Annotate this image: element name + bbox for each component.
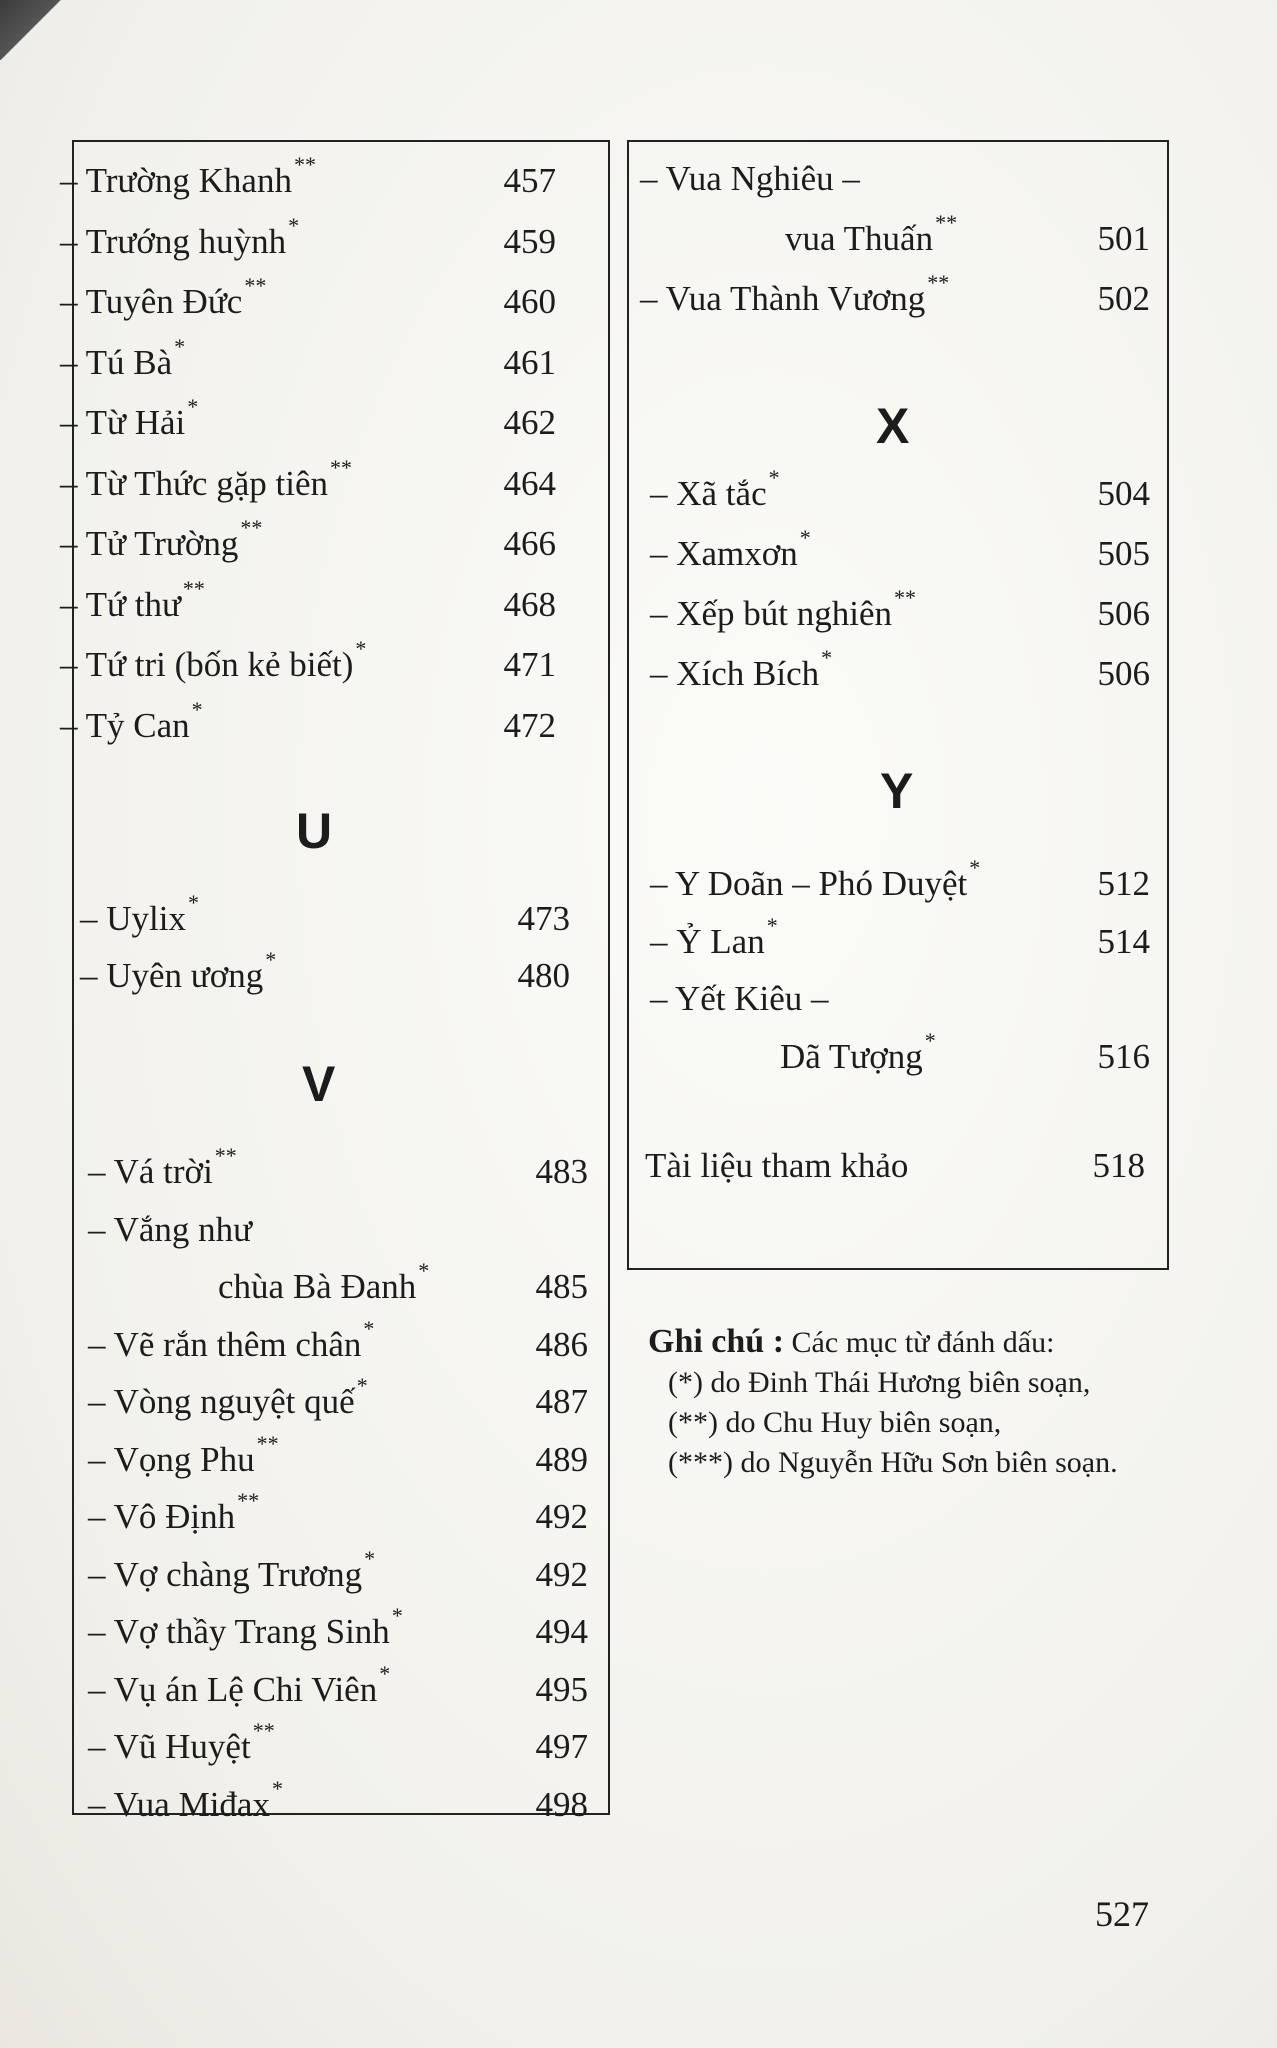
entry-page: 473 (517, 899, 570, 938)
entry-term (650, 912, 778, 967)
entry-page: 504 (1097, 474, 1150, 513)
entry-author-mark: * (379, 1660, 391, 1686)
entry-page: 492 (535, 1497, 588, 1536)
entry-page: 485 (535, 1267, 588, 1306)
entry-term (80, 890, 199, 944)
entry-term-text: – Tú Bà (60, 342, 173, 382)
entry-author-mark: ** (894, 585, 917, 610)
entry-page: 498 (535, 1784, 588, 1824)
entry-author-mark: * (187, 394, 199, 419)
footnote (648, 1322, 1208, 1483)
entry-term-text: vua Thuấn (785, 219, 934, 258)
entry-term (650, 855, 981, 909)
entry-page: 506 (1097, 654, 1150, 693)
entry-term (60, 696, 203, 751)
entry-page: 462 (503, 403, 556, 442)
entry-page: 464 (503, 463, 556, 503)
entry-author-mark: * (363, 1315, 375, 1341)
entry-author-mark: * (799, 525, 811, 550)
entry-term (640, 270, 950, 324)
entry-term-text: – Tỷ Can (60, 705, 190, 745)
entry-term (60, 394, 199, 448)
entry-term (88, 1603, 403, 1657)
page-number: 527 (1095, 1894, 1149, 1934)
entry-term (650, 525, 811, 579)
entry-page: 466 (503, 524, 556, 563)
entry-page: 505 (1097, 534, 1150, 573)
entry-term (88, 1488, 260, 1542)
entry-term-text: – Ỷ Lan (650, 921, 765, 961)
entry-author-mark: * (768, 465, 780, 490)
entry-page: 486 (535, 1324, 588, 1364)
entry-term-text: – Tử Trường (60, 524, 239, 563)
entry-author-mark: * (265, 947, 277, 972)
entry-page: 514 (1097, 921, 1150, 961)
entry-term (80, 947, 277, 1001)
entry-author-mark: * (766, 912, 778, 938)
entry-term (88, 1209, 252, 1251)
entry-term (650, 465, 780, 519)
entry-author-mark: * (191, 696, 203, 722)
entry-term-text: – Tứ tri (bốn kẻ biết) (60, 645, 354, 684)
entry-page: 502 (1097, 279, 1150, 318)
entry-author-mark: ** (256, 1430, 279, 1456)
entry-author-mark: ** (252, 1718, 275, 1743)
entry-term-text: Dã Tượng (780, 1036, 923, 1076)
section-letter-v: V (302, 1056, 336, 1112)
entry-author-mark: ** (927, 270, 950, 295)
entry-term-text: – Yết Kiêu – (650, 979, 829, 1018)
references-page: 518 (1092, 1146, 1145, 1185)
entry-term-text: – Vá trời (88, 1152, 213, 1191)
entry-term (88, 1718, 275, 1772)
entry-page: 494 (535, 1612, 588, 1651)
entry-page: 501 (1097, 219, 1150, 258)
entry-author-mark: ** (240, 515, 263, 540)
entry-term (640, 158, 860, 200)
entry-term-text: chùa Bà Đanh (218, 1267, 417, 1306)
footnote-title: Ghi chú : (648, 1323, 785, 1360)
entry-term (650, 585, 917, 639)
entry-author-mark: * (391, 1603, 403, 1628)
entry-term (780, 1027, 936, 1082)
entry-page: 516 (1097, 1036, 1150, 1076)
entry-term-text: – Vua Thành Vương (640, 279, 926, 318)
footnote-intro: Các mục từ đánh dấu: (791, 1326, 1055, 1359)
entry-term (650, 978, 829, 1020)
entry-term-text: – Vô Định (88, 1497, 236, 1536)
entry-term (88, 1143, 237, 1197)
entry-term (60, 212, 300, 267)
entry-page: 480 (517, 956, 570, 995)
entry-author-mark: * (969, 855, 981, 880)
entry-term (60, 575, 205, 630)
entry-term (88, 1430, 279, 1485)
entry-term (88, 1660, 391, 1715)
entry-term-text: – Vũ Huyệt (88, 1727, 251, 1766)
entry-term (60, 333, 186, 388)
entry-term (88, 1373, 368, 1427)
entry-term (88, 1315, 375, 1370)
entry-author-mark: ** (935, 210, 958, 235)
entry-term (218, 1258, 430, 1312)
entry-term-text: – Uylix (80, 899, 186, 938)
entry-term (785, 210, 958, 264)
entry-term-text: – Vẽ rắn thêm chân (88, 1324, 362, 1364)
entry-page: 506 (1097, 594, 1150, 633)
entry-author-mark: * (364, 1545, 376, 1571)
footnote-line: (*) do Đinh Thái Hương biên soạn, (668, 1366, 1091, 1399)
entry-term-text: – Từ Hải (60, 403, 186, 442)
footnote-line: (**) do Chu Huy biên soạn, (668, 1406, 1002, 1439)
entry-author-mark: ** (293, 152, 316, 177)
entry-term-text: – Xamxơn (650, 534, 798, 573)
entry-author-mark: * (288, 212, 300, 238)
entry-term-text: – Vua Nghiêu – (640, 159, 860, 198)
entry-page: 459 (503, 221, 556, 261)
entry-author-mark: * (821, 645, 833, 670)
entry-page: 487 (535, 1382, 588, 1421)
section-letter-y: Y (880, 763, 914, 819)
entry-author-mark: * (271, 1775, 283, 1801)
entry-term (60, 152, 316, 206)
entry-term (60, 454, 352, 509)
entry-page: 461 (503, 342, 556, 382)
entry-page: 489 (535, 1439, 588, 1479)
entry-term-text: – Vụ án Lệ Chi Viên (88, 1669, 378, 1709)
entry-page: 492 (535, 1554, 588, 1594)
entry-term-text: – Vua Miđax (88, 1784, 270, 1824)
entry-term-text: – Vợ thầy Trang Sinh (88, 1612, 390, 1651)
entry-term-text: – Tuyên Đức (60, 282, 243, 321)
entry-term-text: – Vắng như (88, 1209, 253, 1249)
entry-term-text: – Trướng huỳnh (60, 221, 287, 261)
entry-term-text: – Từ Thức gặp tiên (60, 463, 328, 503)
entry-author-mark: ** (214, 1143, 237, 1168)
entry-author-mark: ** (244, 273, 267, 298)
entry-term-text: – Y Doãn – Phó Duyệt (650, 864, 968, 903)
entry-author-mark: * (355, 636, 367, 661)
entry-term (88, 1775, 283, 1830)
entry-author-mark: ** (330, 454, 352, 480)
entry-term-text: – Vòng nguyệt quế (88, 1382, 355, 1421)
entry-author-mark: ** (182, 575, 205, 601)
entry-term (60, 273, 267, 327)
entry-page: 468 (503, 584, 556, 624)
entry-term-text: – Xã tắc (650, 474, 767, 513)
entry-term (650, 645, 833, 699)
entry-page: 460 (503, 282, 556, 321)
section-letter-u: U (296, 803, 333, 859)
entry-term-text: – Vọng Phu (88, 1439, 255, 1479)
section-letter-x: X (876, 398, 910, 454)
entry-page: 495 (535, 1669, 588, 1709)
entry-term (60, 515, 263, 569)
entry-author-mark: * (356, 1373, 368, 1398)
entry-author-mark: * (174, 333, 186, 359)
entry-author-mark: * (187, 890, 199, 915)
entry-page: 512 (1097, 864, 1150, 903)
entry-term-text: – Xếp bút nghiên (650, 594, 893, 633)
entry-term-text: – Uyên ương (80, 956, 264, 995)
entry-term-text: – Vợ chàng Trương (88, 1554, 363, 1594)
references-label: Tài liệu tham khảo (645, 1146, 909, 1185)
entry-page: 457 (503, 161, 556, 200)
entry-page: 472 (503, 705, 556, 745)
entry-term-text: – Trường Khanh (60, 161, 292, 200)
entry-page: 471 (503, 645, 556, 684)
entry-author-mark: * (418, 1258, 430, 1283)
entry-page: 497 (535, 1727, 588, 1766)
entry-term-text: – Tứ thư (60, 584, 181, 624)
entry-term (88, 1545, 376, 1600)
entry-author-mark: ** (237, 1488, 260, 1513)
footnote-line: (***) do Nguyễn Hữu Sơn biên soạn. (668, 1446, 1118, 1479)
entry-term-text: – Xích Bích (650, 654, 820, 693)
entry-term (60, 636, 367, 690)
entry-author-mark: * (924, 1027, 936, 1053)
page-corner-shadow (0, 0, 90, 60)
entry-page: 483 (535, 1152, 588, 1191)
